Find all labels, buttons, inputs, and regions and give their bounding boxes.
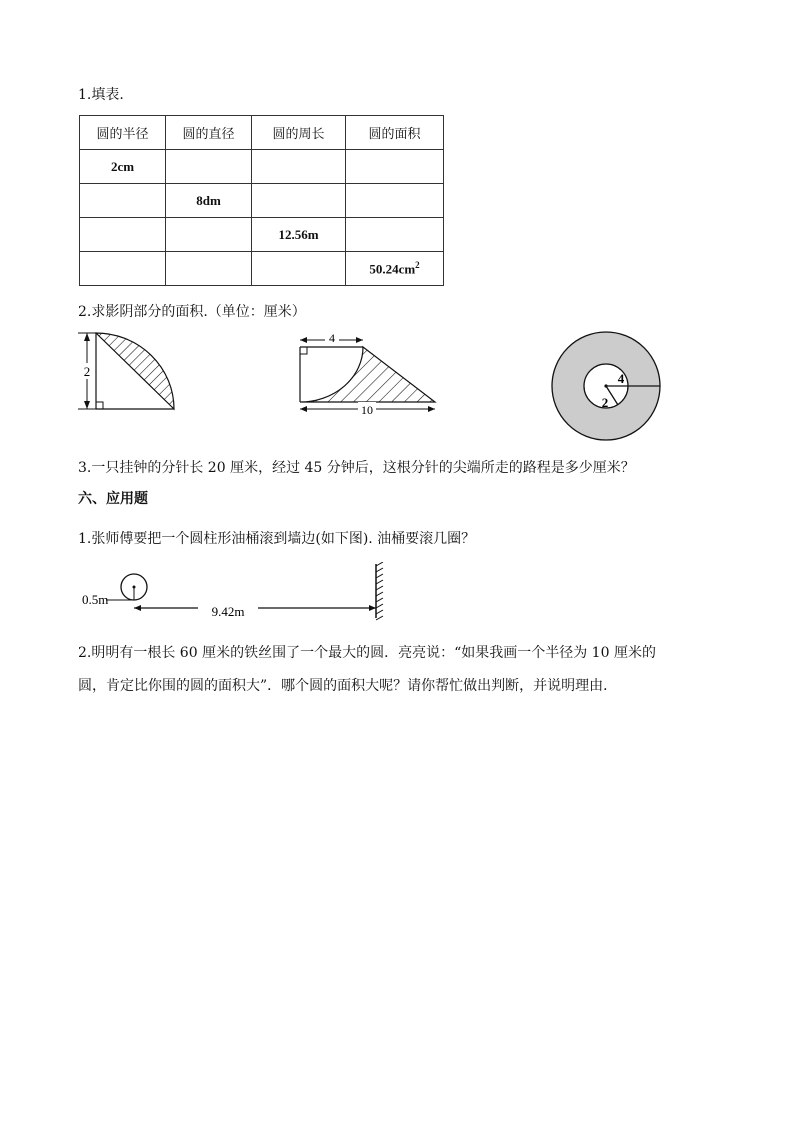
section-6-question-2-line-2: 圆，肯定比你围的圆的面积大”．哪个圆的面积大呢？请你帮忙做出判断，并说明理由．	[78, 678, 618, 694]
figure-oil-drum	[78, 562, 398, 624]
area-unit-superscript: 2	[415, 259, 420, 270]
section-6-question-1: 1.张师傅要把一个圆柱形油桶滚到墙边(如下图). 油桶要滚几圈？	[78, 531, 476, 547]
table-cell	[346, 252, 444, 286]
fill-in-table	[79, 115, 444, 286]
table-cell	[346, 218, 444, 252]
fig1-side-label: 2	[83, 364, 91, 379]
table-cell	[80, 252, 166, 286]
distance-label: 9.42m	[211, 604, 245, 619]
table-header-cell: 圆的半径	[80, 116, 166, 150]
table-cell	[80, 218, 166, 252]
table-cell	[252, 150, 346, 184]
table-cell	[166, 252, 252, 286]
fig2-bottom-label: 10	[361, 403, 373, 417]
figure-quarter-circle-segment	[70, 325, 185, 417]
table-cell	[346, 184, 444, 218]
table-header-row	[80, 116, 444, 150]
fig2-top-label: 4	[329, 331, 335, 345]
area-value: 50.24cm	[369, 261, 416, 277]
table-header-cell: 圆的面积	[346, 116, 444, 150]
drum-radius-label: 0.5m	[82, 592, 109, 607]
table-cell: 8dm	[166, 184, 252, 218]
figure-annulus	[547, 330, 667, 446]
section-6-heading: 六、应用题	[78, 491, 148, 507]
table-cell	[166, 150, 252, 184]
question-3-text: 3.一只挂钟的分针长 20 厘米，经过 45 分钟后，这根分针的尖端所走的路程是多少厘米？	[78, 460, 635, 476]
table-header-cell: 圆的周长	[252, 116, 346, 150]
fig3-inner-label: 2	[601, 395, 609, 410]
section-6-question-2-line-1: 2.明明有一根长 60 厘米的铁丝围了一个最大的圆．亮亮说：“如果我画一个半径为 10 厘米的	[78, 645, 656, 661]
table-row	[80, 184, 444, 218]
table-cell: 12.56m	[252, 218, 346, 252]
table-cell: 2cm	[80, 150, 166, 184]
table-header-cell: 圆的直径	[166, 116, 252, 150]
question-1-title: 1.填表.	[78, 87, 124, 103]
table-cell	[166, 218, 252, 252]
question-2-title: 2.求影阴部分的面积.（单位：厘米）	[78, 304, 306, 320]
table-cell	[252, 252, 346, 286]
table-cell	[80, 184, 166, 218]
table-row	[80, 252, 444, 286]
table-row	[80, 218, 444, 252]
table-row	[80, 150, 444, 184]
figure-trapezoid-shaded	[290, 325, 440, 417]
fig3-outer-label: 4	[617, 371, 625, 386]
table-cell	[252, 184, 346, 218]
table-cell	[346, 150, 444, 184]
